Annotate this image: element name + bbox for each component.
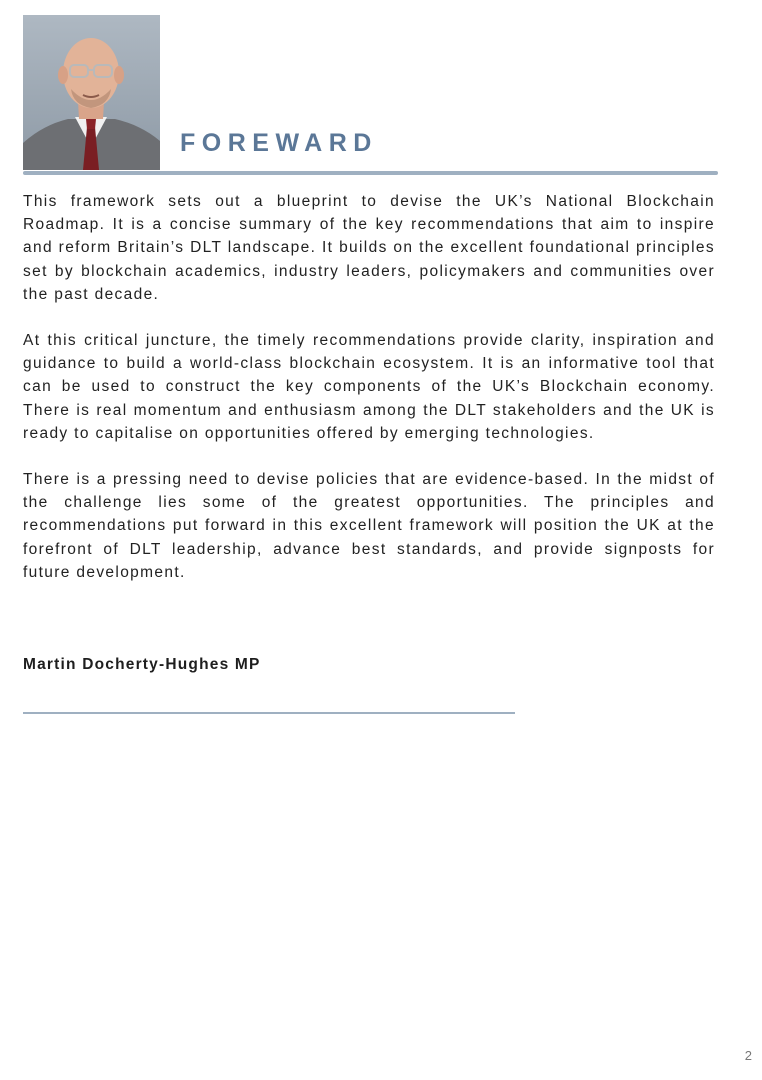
foreword-paragraph-3: There is a pressing need to devise policies that are evidence-based. In the midst of the challenge lies some of the greatest opportunities. The principles and recommendations put forward in this excellent framework will position the UK at the forefront of DLT leadership, advance best standards, and provide signposts for future development. [23, 471, 715, 581]
author-signature: Martin Docherty-Hughes MP [23, 656, 261, 673]
foreword-paragraph-2: At this critical juncture, the timely recommendations provide clarity, inspiration and guidance to build a world-class blockchain ecosystem. It is an informative tool that can be used to construct the key components of the UK’s Blockchain economy. There is real momentum and enthusiasm among the DLT stakeholders and the UK is ready to capitalise on opportunities offered by emerging technologies. [23, 332, 715, 442]
author-portrait [23, 15, 160, 170]
portrait-photo-icon [23, 15, 160, 170]
title-divider [23, 171, 718, 175]
foreword-paragraph-1: This framework sets out a blueprint to devise the UK’s National Blockchain Roadmap. It is a concise summary of the key recommendations that aim to inspire and reform Britain’s DLT landscape. It builds on the excellent foundational principles set by blockchain academics, industry leaders, policymakers and communities over the past decade. [23, 193, 715, 303]
signature-divider [23, 712, 515, 714]
page-title: FOREWARD [180, 129, 378, 157]
foreword-body [23, 190, 715, 607]
page-number: 2 [744, 1048, 752, 1063]
